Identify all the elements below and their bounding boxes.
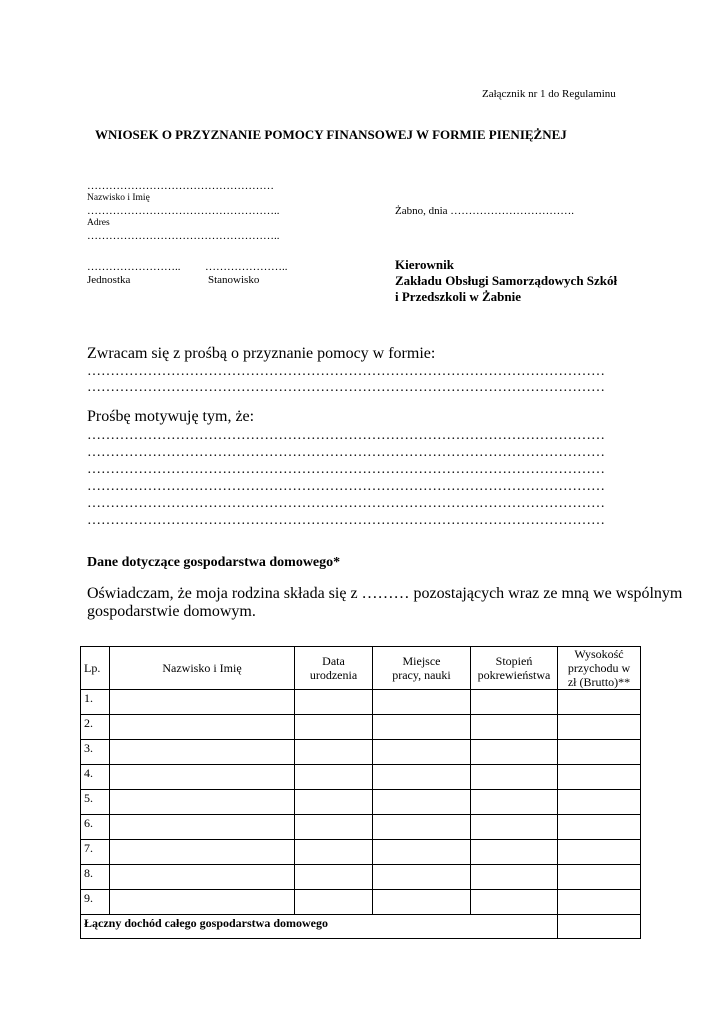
name-cell[interactable]: [110, 815, 295, 840]
col-dob-header-line-1: Data: [322, 654, 345, 668]
place-date-field[interactable]: Żabno, dnia …………………………….: [395, 205, 575, 217]
household-statement-line-2: gospodarstwie domowym.: [87, 603, 256, 620]
table-row: [81, 715, 641, 740]
name-field-label: Nazwisko i Imię: [87, 193, 150, 203]
col-name-header: Nazwisko i Imię: [110, 647, 295, 690]
table-row: [81, 765, 641, 790]
unit-field-line[interactable]: ……………………..: [87, 261, 181, 273]
attachment-note: Załącznik nr 1 do Regulaminu: [482, 88, 616, 100]
col-lp-header: Lp.: [81, 647, 110, 690]
col-income-header-line-2: przychodu w: [567, 661, 631, 675]
name-field-line[interactable]: ……………………………………………: [87, 180, 274, 192]
col-income-header-line-1: Wysokość: [574, 647, 624, 661]
table-row: [81, 740, 641, 765]
work-cell[interactable]: [373, 865, 471, 890]
relation-cell[interactable]: [471, 890, 558, 915]
recipient-line-3: i Przedszkoli w Żabnie: [395, 289, 522, 304]
total-income-label: Łączny dochód całego gospodarstwa domowego: [81, 915, 558, 939]
work-cell[interactable]: [373, 790, 471, 815]
table-total-row: [81, 915, 641, 939]
motivation-line-5[interactable]: …………………………………………………………………………………………………: [87, 496, 605, 511]
table-row: [81, 865, 641, 890]
income-cell[interactable]: [558, 815, 641, 840]
work-cell[interactable]: [373, 815, 471, 840]
income-cell[interactable]: [558, 790, 641, 815]
position-field-label: Stanowisko: [208, 274, 260, 286]
name-cell[interactable]: [110, 890, 295, 915]
dob-cell[interactable]: [295, 740, 373, 765]
relation-cell[interactable]: [471, 815, 558, 840]
row-number: 5.: [81, 790, 110, 815]
name-cell[interactable]: [110, 865, 295, 890]
name-cell[interactable]: [110, 715, 295, 740]
motivation-line-2[interactable]: …………………………………………………………………………………………………: [87, 445, 605, 460]
request-line-1[interactable]: …………………………………………………………………………………………………: [87, 364, 605, 379]
work-cell[interactable]: [373, 690, 471, 715]
work-cell[interactable]: [373, 840, 471, 865]
name-cell[interactable]: [110, 765, 295, 790]
motivation-line-4[interactable]: …………………………………………………………………………………………………: [87, 479, 605, 494]
name-cell[interactable]: [110, 690, 295, 715]
work-cell[interactable]: [373, 765, 471, 790]
table-row: [81, 840, 641, 865]
motivation-line-6[interactable]: …………………………………………………………………………………………………: [87, 513, 605, 528]
col-work-header-line-1: Miejsce: [402, 654, 441, 668]
income-cell[interactable]: [558, 740, 641, 765]
household-statement-line-1: Oświadczam, że moja rodzina składa się z ……… pozostających wraz ze mną we wspólnym: [87, 585, 683, 602]
unit-field-label: Jednostka: [87, 274, 131, 286]
relation-cell[interactable]: [471, 715, 558, 740]
dob-cell[interactable]: [295, 865, 373, 890]
dob-cell[interactable]: [295, 790, 373, 815]
row-number: 2.: [81, 715, 110, 740]
total-income-cell[interactable]: [558, 915, 641, 939]
row-number: 7.: [81, 840, 110, 865]
motivation-line-3[interactable]: …………………………………………………………………………………………………: [87, 462, 605, 477]
col-income-header: [558, 647, 641, 690]
relation-cell[interactable]: [471, 740, 558, 765]
dob-cell[interactable]: [295, 890, 373, 915]
address-field-line-2[interactable]: ……………………………………………..: [87, 230, 280, 242]
income-cell[interactable]: [558, 715, 641, 740]
dob-cell[interactable]: [295, 715, 373, 740]
income-cell[interactable]: [558, 840, 641, 865]
relation-cell[interactable]: [471, 690, 558, 715]
relation-cell[interactable]: [471, 765, 558, 790]
dob-cell[interactable]: [295, 840, 373, 865]
recipient-line-1: Kierownik: [395, 257, 454, 272]
col-dob-header: [295, 647, 373, 690]
row-number: 3.: [81, 740, 110, 765]
work-cell[interactable]: [373, 740, 471, 765]
table-row: [81, 690, 641, 715]
request-text: Zwracam się z prośbą o przyznanie pomocy w formie:: [87, 345, 436, 362]
col-relation-header-line-2: pokrewieństwa: [477, 668, 551, 682]
row-number: 6.: [81, 815, 110, 840]
table-row: [81, 815, 641, 840]
name-cell[interactable]: [110, 790, 295, 815]
income-cell[interactable]: [558, 865, 641, 890]
row-number: 8.: [81, 865, 110, 890]
work-cell[interactable]: [373, 890, 471, 915]
table-header-row: [81, 647, 641, 690]
table-row: [81, 890, 641, 915]
name-cell[interactable]: [110, 740, 295, 765]
household-heading: Dane dotyczące gospodarstwa domowego*: [87, 555, 341, 570]
relation-cell[interactable]: [471, 790, 558, 815]
position-field-line[interactable]: …………………..: [205, 261, 288, 273]
motivation-text: Prośbę motywuję tym, że:: [87, 408, 255, 425]
col-work-header-line-2: pracy, nauki: [392, 668, 451, 682]
col-dob-header-line-2: urodzenia: [309, 668, 358, 682]
work-cell[interactable]: [373, 715, 471, 740]
row-number: 1.: [81, 690, 110, 715]
address-field-label: Adres: [87, 218, 110, 228]
relation-cell[interactable]: [471, 865, 558, 890]
row-number: 4.: [81, 765, 110, 790]
motivation-line-1[interactable]: …………………………………………………………………………………………………: [87, 428, 605, 443]
dob-cell[interactable]: [295, 765, 373, 790]
relation-cell[interactable]: [471, 840, 558, 865]
dob-cell[interactable]: [295, 815, 373, 840]
col-relation-header: [471, 647, 558, 690]
form-title: WNIOSEK O PRZYZNANIE POMOCY FINANSOWEJ W FORMIE PIENIĘŻNEJ: [95, 127, 567, 142]
address-field-line[interactable]: ……………………………………………..: [87, 205, 280, 217]
col-relation-header-line-1: Stopień: [495, 654, 533, 668]
request-line-2[interactable]: …………………………………………………………………………………………………: [87, 380, 605, 395]
row-number: 9.: [81, 890, 110, 915]
name-cell[interactable]: [110, 840, 295, 865]
household-members-table: [80, 646, 641, 939]
col-work-header: [373, 647, 471, 690]
table-row: [81, 790, 641, 815]
recipient-line-2: Zakładu Obsługi Samorządowych Szkół: [395, 273, 618, 288]
income-cell[interactable]: [558, 890, 641, 915]
col-income-header-line-3: zł (Brutto)**: [567, 675, 631, 689]
income-cell[interactable]: [558, 765, 641, 790]
dob-cell[interactable]: [295, 690, 373, 715]
income-cell[interactable]: [558, 690, 641, 715]
